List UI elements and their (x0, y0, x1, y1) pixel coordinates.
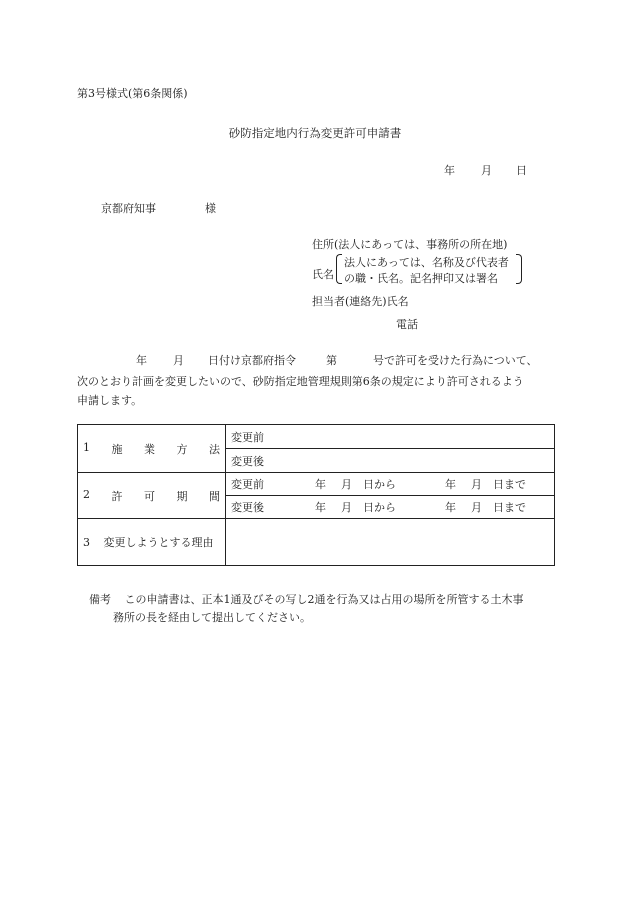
row3-label: 変更しようとする理由 (103, 536, 214, 549)
row2-before-from-month: 月 (341, 478, 352, 491)
phone-label: 電話 (396, 318, 418, 331)
row1-label (83, 441, 220, 457)
row2-after-period (231, 499, 549, 515)
body-line3: 申請します。 (77, 394, 143, 407)
note-line1 (89, 591, 524, 607)
note-label: 備考 (89, 593, 111, 606)
body-directive-label: 日付け京都府指令 (208, 354, 296, 367)
row2-label (83, 488, 220, 504)
row2-after-from-day: 日から (363, 501, 396, 514)
row2-after-to-month: 月 (471, 501, 482, 514)
row3-label-cell (78, 519, 226, 566)
row2-label-char: 期 (176, 489, 188, 503)
row1-label-char: 法 (209, 442, 220, 456)
date-month-label: 月 (481, 164, 492, 177)
date-day-label: 日 (516, 164, 527, 177)
row2-after-cell[interactable] (226, 496, 555, 519)
row2-label-char: 許 (111, 489, 123, 503)
row2-before-to-day: 日まで (493, 478, 526, 491)
row1-label-char: 方 (176, 442, 188, 456)
note-text-line2: 務所の長を経由して提出してください。 (113, 611, 311, 624)
address-label: 住所(法人にあっては、事務所の所在地) (312, 238, 508, 251)
row2-after-from-month: 月 (341, 501, 352, 514)
right-bracket (516, 254, 522, 284)
row1-label-char: 業 (144, 442, 155, 456)
row2-before-to-month: 月 (471, 478, 482, 491)
row2-label-char: 間 (209, 489, 220, 503)
addressee-name: 京都府知事 (101, 202, 156, 215)
row2-before-from-day: 日から (363, 478, 396, 491)
body-dai-label: 第 (326, 354, 337, 367)
row2-after-from-year: 年 (315, 501, 326, 514)
name-note-line1: 法人にあっては、名称及び代表者 (344, 256, 509, 269)
body-line2: 次のとおり計画を変更したいので、砂防指定地管理規則第6条の規定により許可されるよう (77, 375, 524, 388)
row2-number: 2 (83, 487, 90, 501)
body-month-label: 月 (173, 354, 184, 367)
name-note-line2: の職・氏名。記名押印又は署名 (344, 272, 498, 285)
body-line1-suffix: 号で許可を受けた行為について、 (373, 354, 538, 367)
addressee-honorific: 様 (205, 202, 216, 215)
row2-before-from-year: 年 (315, 478, 326, 491)
row2-after-to-day: 日まで (493, 501, 526, 514)
application-table (77, 424, 555, 566)
row2-label-cell (78, 473, 226, 519)
row1-after-label: 変更後 (231, 454, 264, 468)
left-bracket (336, 254, 342, 284)
row2-before-label: 変更前 (231, 478, 264, 491)
row2-label-char: 可 (144, 489, 155, 503)
name-note-bracket (336, 253, 522, 285)
document-title: 砂防指定地内行為変更許可申請書 (228, 126, 402, 140)
row1-before-cell[interactable] (226, 425, 555, 449)
name-label: 氏名 (312, 268, 334, 281)
row2-after-label: 変更後 (231, 501, 264, 514)
row1-number: 1 (83, 440, 90, 454)
date-year-label: 年 (444, 164, 455, 177)
row1-before-label: 変更前 (231, 430, 264, 444)
note-text-line1: この申請書は、正本1通及びその写し2通を行為又は占用の場所を所管する土木事 (124, 593, 524, 606)
row3-number: 3 (83, 536, 90, 549)
row2-before-to-year: 年 (445, 478, 456, 491)
row3-value-cell[interactable] (226, 519, 555, 566)
row1-label-cell (78, 425, 226, 473)
row2-before-cell[interactable] (226, 473, 555, 496)
row2-before-period (231, 476, 549, 492)
row1-after-cell[interactable] (226, 449, 555, 473)
body-year-label: 年 (136, 354, 147, 367)
form-number: 第3号様式(第6条関係) (77, 87, 188, 100)
contact-label: 担当者(連絡先)氏名 (312, 295, 409, 308)
row2-after-to-year: 年 (445, 501, 456, 514)
row1-label-char: 施 (111, 442, 123, 456)
